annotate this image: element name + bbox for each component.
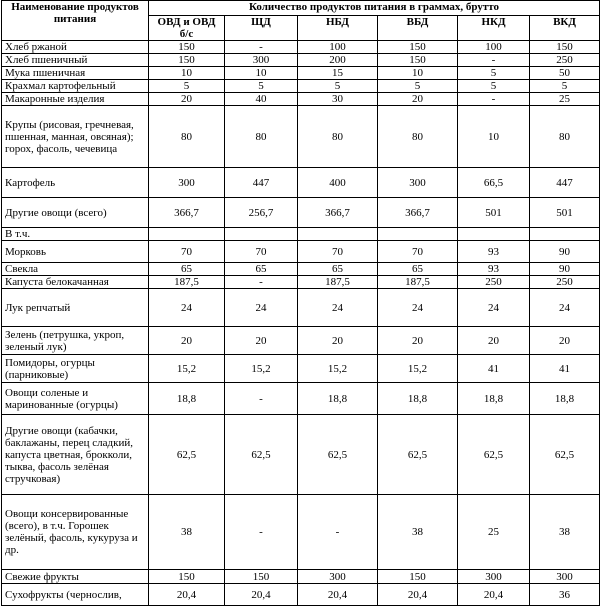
value-cell: 187,5 [149, 276, 225, 289]
value-cell: 300 [298, 570, 378, 584]
value-cell: 150 [225, 570, 298, 584]
table-row [2, 570, 600, 584]
table-row [2, 67, 600, 80]
value-cell: 18,8 [378, 383, 458, 415]
value-cell: 62,5 [225, 415, 298, 495]
value-cell: 24 [378, 289, 458, 327]
value-cell: 80 [530, 106, 600, 168]
value-cell: 250 [458, 276, 530, 289]
product-name-cell: Крахмал картофельный [2, 80, 149, 93]
table-row [2, 263, 600, 276]
value-cell: 65 [225, 263, 298, 276]
header-col-vbd: ВБД [378, 16, 458, 41]
table-row [2, 355, 600, 383]
value-cell: 20 [149, 93, 225, 106]
product-name-cell: Помидоры, огурцы (парниковые) [2, 355, 149, 383]
value-cell: 36 [530, 584, 600, 606]
table-row [2, 495, 600, 570]
table-row [2, 41, 600, 54]
value-cell: - [225, 383, 298, 415]
value-cell: 20 [298, 327, 378, 355]
value-cell: 25 [458, 495, 530, 570]
value-cell [149, 228, 225, 241]
product-name-cell: Хлеб пшеничный [2, 54, 149, 67]
value-cell: 5 [458, 80, 530, 93]
product-name-cell: Свежие фрукты [2, 570, 149, 584]
value-cell: 66,5 [458, 168, 530, 198]
value-cell: 10 [149, 67, 225, 80]
value-cell: 5 [378, 80, 458, 93]
value-cell: 150 [378, 54, 458, 67]
header-quantity-group: Количество продуктов питания в граммах, брутто [149, 1, 600, 16]
value-cell: 40 [225, 93, 298, 106]
value-cell: 20,4 [378, 584, 458, 606]
value-cell: 10 [378, 67, 458, 80]
product-name-cell: Другие овощи (кабачки, баклажаны, перец сладкий, капуста цветная, брокколи, тыква, фасоль зелёная стручковая) [2, 415, 149, 495]
table-row [2, 383, 600, 415]
value-cell: 300 [378, 168, 458, 198]
nutrition-table [1, 0, 600, 606]
value-cell: 24 [458, 289, 530, 327]
product-name-cell: Овощи соленые и маринованные (огурцы) [2, 383, 149, 415]
value-cell: 20 [530, 327, 600, 355]
product-name-cell: Хлеб ржаной [2, 41, 149, 54]
value-cell: 5 [149, 80, 225, 93]
value-cell [378, 228, 458, 241]
value-cell: 80 [149, 106, 225, 168]
value-cell: 65 [149, 263, 225, 276]
value-cell: 80 [225, 106, 298, 168]
value-cell: 93 [458, 241, 530, 263]
value-cell: 447 [225, 168, 298, 198]
value-cell: 25 [530, 93, 600, 106]
product-name-cell: Свекла [2, 263, 149, 276]
value-cell: 256,7 [225, 198, 298, 228]
value-cell: 41 [458, 355, 530, 383]
value-cell [530, 228, 600, 241]
product-name-cell: Лук репчатый [2, 289, 149, 327]
value-cell: 501 [530, 198, 600, 228]
table-row [2, 228, 600, 241]
value-cell: 20,4 [458, 584, 530, 606]
table-row [2, 93, 600, 106]
value-cell: 100 [458, 41, 530, 54]
header-product-name: Наименование продуктов питания [2, 1, 149, 41]
table-row [2, 198, 600, 228]
value-cell: 93 [458, 263, 530, 276]
value-cell: 18,8 [530, 383, 600, 415]
product-name-cell: Зелень (петрушка, укроп, зеленый лук) [2, 327, 149, 355]
value-cell: 5 [225, 80, 298, 93]
value-cell: 24 [225, 289, 298, 327]
value-cell: 200 [298, 54, 378, 67]
table-row [2, 168, 600, 198]
table-row [2, 276, 600, 289]
value-cell: 366,7 [298, 198, 378, 228]
value-cell: 70 [298, 241, 378, 263]
value-cell: - [458, 54, 530, 67]
value-cell: 62,5 [149, 415, 225, 495]
value-cell: 366,7 [378, 198, 458, 228]
header-col-nbd: НБД [298, 16, 378, 41]
value-cell: - [458, 93, 530, 106]
value-cell: 5 [458, 67, 530, 80]
value-cell: 300 [149, 168, 225, 198]
value-cell: 80 [378, 106, 458, 168]
product-name-cell: Крупы (рисовая, гречневая, пшенная, манная, овсяная); горох, фасоль, чечевица [2, 106, 149, 168]
header-col-shchd: ЩД [225, 16, 298, 41]
value-cell: 20 [458, 327, 530, 355]
header-col-nkd: НКД [458, 16, 530, 41]
product-name-cell: Овощи консервированные (всего), в т.ч. Горошек зелёный, фасоль, кукуруза и др. [2, 495, 149, 570]
value-cell: 20,4 [225, 584, 298, 606]
value-cell: 20 [378, 93, 458, 106]
header-col-ovd: ОВД и ОВД б/с [149, 16, 225, 41]
value-cell: 447 [530, 168, 600, 198]
value-cell: 38 [530, 495, 600, 570]
value-cell: 5 [298, 80, 378, 93]
value-cell: 90 [530, 241, 600, 263]
value-cell: 300 [225, 54, 298, 67]
value-cell: 62,5 [298, 415, 378, 495]
value-cell: 15,2 [149, 355, 225, 383]
product-name-cell: В т.ч. [2, 228, 149, 241]
value-cell: 15,2 [378, 355, 458, 383]
value-cell: 187,5 [378, 276, 458, 289]
value-cell: 15 [298, 67, 378, 80]
value-cell: 150 [378, 570, 458, 584]
value-cell: 10 [225, 67, 298, 80]
value-cell: 300 [530, 570, 600, 584]
value-cell: - [298, 495, 378, 570]
product-name-cell: Картофель [2, 168, 149, 198]
value-cell: 62,5 [530, 415, 600, 495]
table-row [2, 54, 600, 67]
product-name-cell: Морковь [2, 241, 149, 263]
value-cell: 18,8 [149, 383, 225, 415]
value-cell: 10 [458, 106, 530, 168]
value-cell: 150 [149, 41, 225, 54]
value-cell: 15,2 [298, 355, 378, 383]
table-row [2, 80, 600, 93]
value-cell: 18,8 [298, 383, 378, 415]
value-cell: 366,7 [149, 198, 225, 228]
value-cell: 150 [149, 570, 225, 584]
value-cell: 20 [149, 327, 225, 355]
product-name-cell: Макаронные изделия [2, 93, 149, 106]
value-cell: 80 [298, 106, 378, 168]
value-cell: 90 [530, 263, 600, 276]
value-cell: 100 [298, 41, 378, 54]
value-cell: 20 [225, 327, 298, 355]
value-cell: 501 [458, 198, 530, 228]
value-cell: - [225, 495, 298, 570]
value-cell: 150 [378, 41, 458, 54]
value-cell: 187,5 [298, 276, 378, 289]
value-cell: 250 [530, 276, 600, 289]
value-cell: - [225, 41, 298, 54]
value-cell: 20,4 [149, 584, 225, 606]
value-cell: 50 [530, 67, 600, 80]
value-cell: 38 [378, 495, 458, 570]
table-row [2, 327, 600, 355]
value-cell: 30 [298, 93, 378, 106]
value-cell: 41 [530, 355, 600, 383]
table-row [2, 584, 600, 606]
value-cell: 70 [149, 241, 225, 263]
value-cell: 5 [530, 80, 600, 93]
value-cell: 400 [298, 168, 378, 198]
value-cell: 15,2 [225, 355, 298, 383]
product-name-cell: Другие овощи (всего) [2, 198, 149, 228]
table-row [2, 415, 600, 495]
table-row [2, 289, 600, 327]
value-cell [298, 228, 378, 241]
table-row [2, 241, 600, 263]
value-cell: 150 [149, 54, 225, 67]
table-row [2, 106, 600, 168]
header-col-vkd: ВКД [530, 16, 600, 41]
value-cell: 62,5 [458, 415, 530, 495]
value-cell: 65 [378, 263, 458, 276]
value-cell: 250 [530, 54, 600, 67]
value-cell [458, 228, 530, 241]
product-name-cell: Мука пшеничная [2, 67, 149, 80]
value-cell: 70 [378, 241, 458, 263]
value-cell: 62,5 [378, 415, 458, 495]
value-cell: 20,4 [298, 584, 378, 606]
value-cell: 24 [149, 289, 225, 327]
value-cell: 20 [378, 327, 458, 355]
value-cell: 38 [149, 495, 225, 570]
value-cell: - [225, 276, 298, 289]
value-cell: 24 [298, 289, 378, 327]
product-name-cell: Капуста белокачанная [2, 276, 149, 289]
value-cell: 24 [530, 289, 600, 327]
value-cell: 300 [458, 570, 530, 584]
product-name-cell: Сухофрукты (чернослив, [2, 584, 149, 606]
value-cell: 18,8 [458, 383, 530, 415]
value-cell: 150 [530, 41, 600, 54]
value-cell [225, 228, 298, 241]
value-cell: 70 [225, 241, 298, 263]
value-cell: 65 [298, 263, 378, 276]
